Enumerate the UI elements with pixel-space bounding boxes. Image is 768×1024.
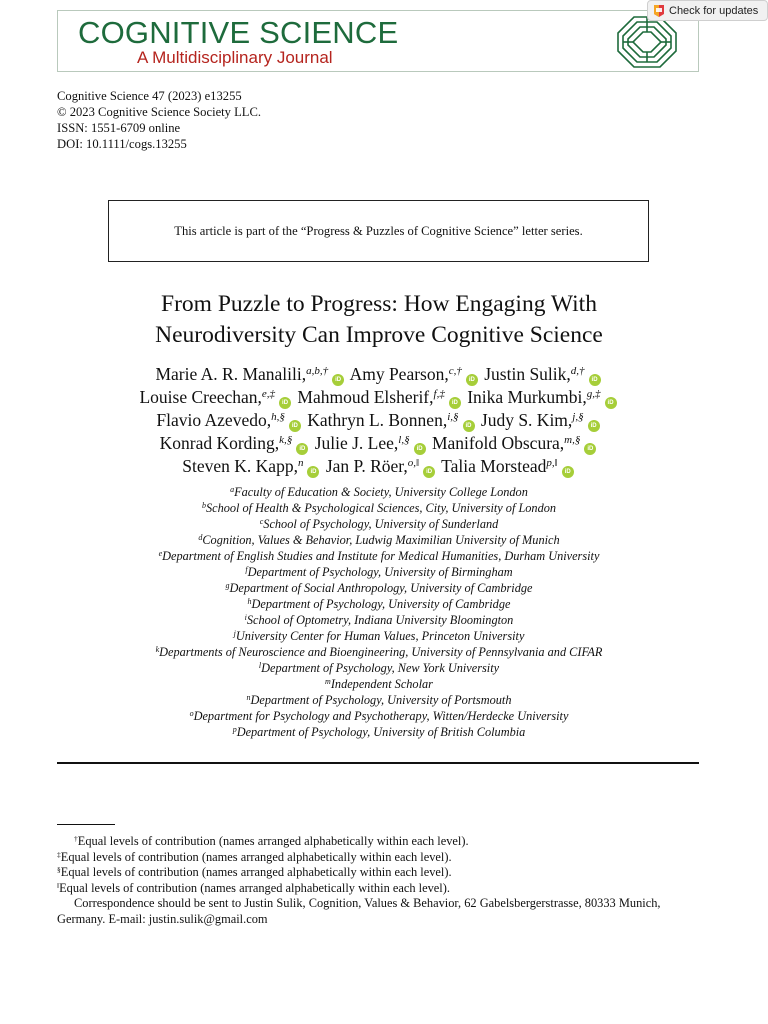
orcid-icon[interactable]: iD [289,420,301,432]
author-name: Konrad Kording, [159,433,280,453]
affiliation-text: Department of Psychology, University of Portsmouth [250,693,512,707]
author-name: Jan P. Röer, [325,456,408,476]
affiliation-text: Independent Scholar [330,677,433,691]
affiliation [0,548,758,564]
author-name: Louise Creechan, [139,387,262,407]
issn: ISSN: 1551-6709 online [57,121,181,135]
author-name: Julie J. Lee, [314,433,399,453]
orcid-icon[interactable]: iD [589,374,601,386]
orcid-icon[interactable]: iD [296,443,308,455]
footnote-text: Equal levels of contribution (names arranged alphabetically within each level). [77,834,469,848]
author-affiliation-marks: h,§ [271,411,285,423]
author-name: Judy S. Kim, [480,410,573,430]
affiliation [0,708,758,724]
affiliation-text: School of Psychology, University of Sunderland [263,517,499,531]
author-name: Manifold Obscura, [431,433,565,453]
check-for-updates-label: Check for updates [669,4,759,17]
affiliation-text: Department of Psychology, University of British Columbia [236,725,526,739]
copyright: © 2023 Cognitive Science Society LLC. [57,105,262,119]
labyrinth-icon [616,15,678,69]
affiliation [0,676,758,692]
article-title [0,289,758,351]
correspondence: Correspondence should be sent to Justin Sulik, Cognition, Values & Behavior, 62 Gabelsbergerstrasse, 80333 Munich, Germany. E-mail: justin.sulik@gmail.com [57,896,661,926]
author-affiliation-marks: n [297,457,304,469]
orcid-icon[interactable]: iD [562,466,574,478]
author-name: Marie A. R. Manalili, [155,364,307,384]
author-affiliation-marks: o,‖ [407,457,420,469]
affiliation [0,500,758,516]
footnote [57,881,707,897]
article-metadata [57,88,261,152]
affiliation-text: Department of Psychology, University of Birmingham [247,565,513,579]
author-line [0,409,758,432]
author-name: Flavio Azevedo, [156,410,272,430]
journal-subtitle: A Multidisciplinary Journal [137,48,333,67]
author-name: Steven K. Kapp, [182,456,298,476]
orcid-icon[interactable]: iD [332,374,344,386]
affiliation-text: University Center for Human Values, Princeton University [235,629,525,643]
author-name: Amy Pearson, [349,364,449,384]
footnote-mark: ‡ [57,849,61,859]
affiliation-mark: e [158,549,163,558]
author-affiliation-marks: f,‡ [433,388,445,400]
orcid-icon[interactable]: iD [423,466,435,478]
orcid-icon[interactable]: iD [584,443,596,455]
affiliation-mark: j [233,629,236,638]
affiliation-text: Cognition, Values & Behavior, Ludwig Maximilian University of Munich [202,533,560,547]
footnote-mark: † [74,834,78,843]
author-name: Inika Murkumbi, [467,387,587,407]
orcid-icon[interactable]: iD [279,397,291,409]
footnote-text: Equal levels of contribution (names arranged alphabetically within each level). [60,849,452,864]
orcid-icon[interactable]: iD [605,397,617,409]
author-affiliation-marks: i,§ [447,411,459,423]
orcid-icon[interactable]: iD [588,420,600,432]
affiliation-mark: c [259,517,264,526]
affiliation-mark: m [325,677,331,686]
affiliation [0,692,758,708]
footnote-text: Equal levels of contribution (names arranged alphabetically within each level). [59,880,450,895]
affiliation-text: Department of English Studies and Institute for Medical Humanities, Durham University [162,549,600,563]
journal-title: COGNITIVE SCIENCE [78,15,399,50]
affiliation-text: Department of Psychology, New York University [261,661,500,675]
footnotes [57,834,707,927]
affiliation-mark: b [201,501,206,510]
affiliation [0,484,758,500]
affiliation-mark: n [246,693,251,702]
footnote [57,850,707,866]
footnote-mark: § [57,865,61,874]
divider [57,762,699,764]
affiliation [0,644,758,660]
affiliation [0,660,758,676]
doi[interactable]: DOI: 10.1111/cogs.13255 [57,137,187,151]
crossmark-icon [653,4,665,18]
affiliation-mark: g [225,581,230,590]
affiliation-text: Department for Psychology and Psychotherapy, Witten/Herdecke University [193,709,569,723]
footnote [57,834,707,850]
affiliation-mark: o [189,709,194,718]
author-line [0,432,758,455]
series-note: This article is part of the “Progress & Puzzles of Cognitive Science” letter series. [174,223,583,238]
citation: Cognitive Science 47 (2023) e13255 [57,89,242,103]
affiliation-mark: a [230,485,235,494]
affiliation [0,612,758,628]
title-line-2: Neurodiversity Can Improve Cognitive Science [155,322,603,348]
orcid-icon[interactable]: iD [449,397,461,409]
author-name: Talia Morstead [441,456,547,476]
footnote-mark: ‖ [57,880,60,890]
affiliation-mark: k [155,645,160,654]
author-name: Kathryn L. Bonnen, [307,410,448,430]
affiliation-text: School of Health & Psychological Sciences, City, University of London [205,501,557,515]
author-list [0,363,758,478]
footnote-divider [57,824,115,825]
affiliation-text: Department of Psychology, University of Cambridge [251,597,511,611]
author-line [0,386,758,409]
journal-banner [57,10,699,72]
author-affiliation-marks: g,‡ [586,388,601,400]
author-affiliation-marks: k,§ [279,434,293,446]
author-affiliation-marks: p,‖ [546,457,558,469]
affiliation [0,516,758,532]
author-affiliation-marks: a,b,† [306,365,329,377]
affiliation-mark: l [258,661,262,670]
affiliation-text: School of Optometry, Indiana University Bloomington [246,613,514,627]
affiliation [0,596,758,612]
author-affiliation-marks: l,§ [398,434,410,446]
affiliation-text: Department of Social Anthropology, University of Cambridge [229,581,533,595]
author-line [0,455,758,478]
affiliation-text: Departments of Neuroscience and Bioengineering, University of Pennsylvania and CIFAR [159,645,603,659]
affiliation-mark: f [245,565,248,574]
author-affiliation-marks: c,† [448,365,462,377]
affiliation [0,532,758,548]
affiliation-mark: i [244,613,247,622]
affiliation-mark: p [232,725,237,734]
title-line-1: From Puzzle to Progress: How Engaging With [161,291,597,317]
affiliation-text: Faculty of Education & Society, University College London [234,485,528,499]
affiliation [0,580,758,596]
affiliation [0,724,758,740]
series-note-box [108,200,649,262]
orcid-icon[interactable]: iD [414,443,426,455]
affiliation-list [0,484,758,740]
check-for-updates-button[interactable] [647,0,768,21]
affiliation-mark: h [247,597,252,606]
orcid-icon[interactable]: iD [307,466,319,478]
author-affiliation-marks: j,§ [572,411,584,423]
author-name: Justin Sulik, [484,364,571,384]
author-affiliation-marks: m,§ [564,434,581,446]
author-affiliation-marks: d,† [570,365,585,377]
footnote-list [57,834,707,896]
affiliation [0,564,758,580]
affiliation-mark: d [198,533,203,542]
orcid-icon[interactable]: iD [463,420,475,432]
footnote-text: Equal levels of contribution (names arranged alphabetically within each level). [60,865,452,879]
author-line [0,363,758,386]
author-affiliation-marks: e,‡ [261,388,276,400]
author-name: Mahmoud Elsherif, [297,387,434,407]
affiliation [0,628,758,644]
footnote [57,865,707,881]
orcid-icon[interactable]: iD [466,374,478,386]
